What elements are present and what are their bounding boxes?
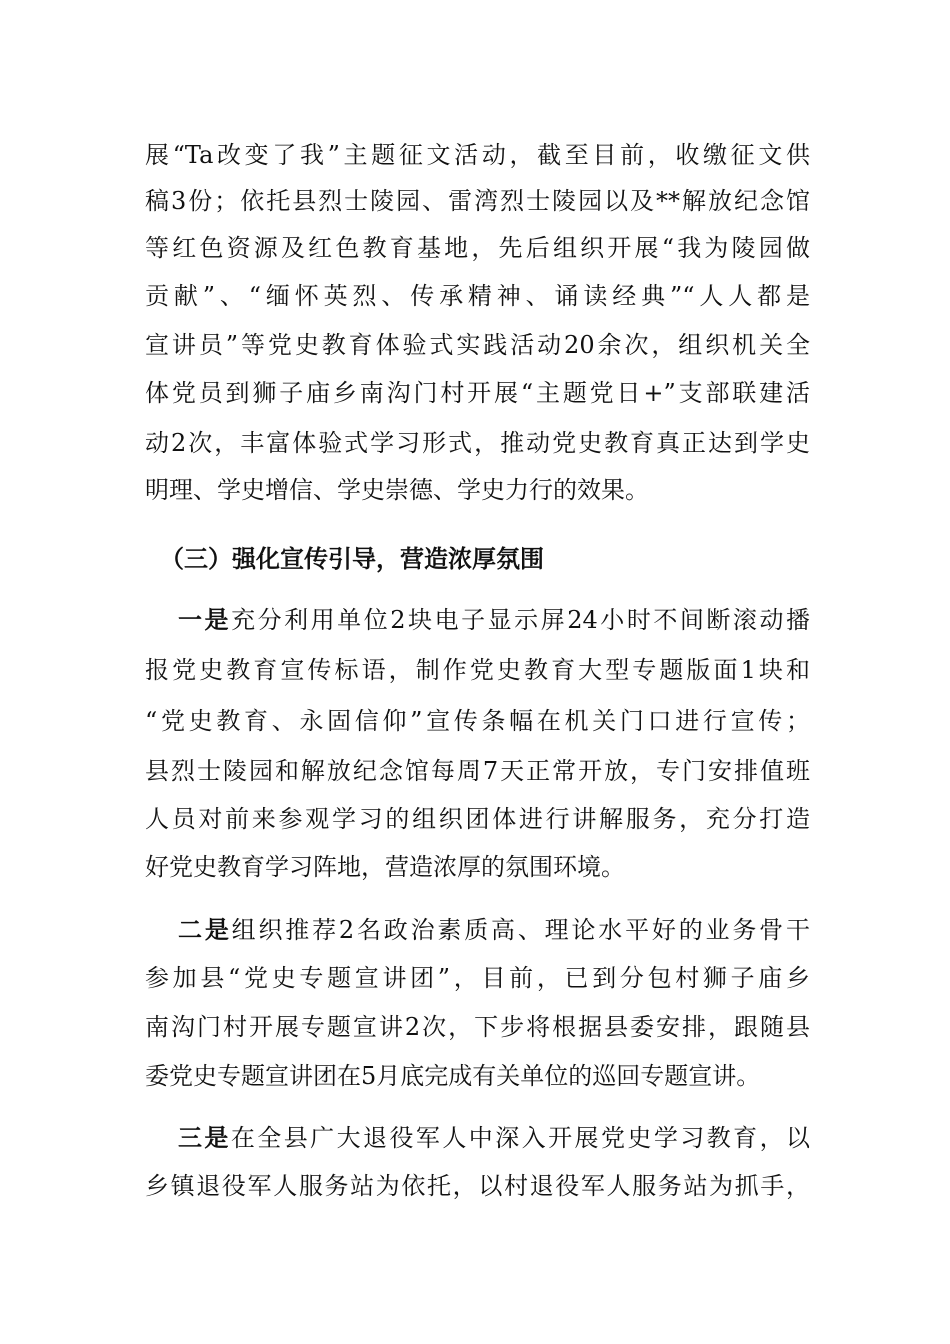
section-heading: （三）强化宣传引导，营造浓厚氛围	[160, 544, 544, 573]
text-line: 宣讲员”等党史教育体验式实践活动20余次，组织机关全	[145, 331, 810, 359]
text-line: 体党员到狮子庙乡南沟门村开展“主题党日+”支部联建活	[145, 379, 810, 407]
text-line: “党史教育、永固信仰”宣传条幅在机关门口进行宣传；	[145, 707, 810, 735]
text-line: 南沟门村开展专题宣讲2次，下步将根据县委安排，跟随县	[145, 1013, 810, 1041]
text-line: 人员对前来参观学习的组织团体进行讲解服务，充分打造	[145, 805, 810, 833]
text-line-first	[178, 915, 810, 945]
text-line: 委党史专题宣讲团在5月底完成有关单位的巡回专题宣讲。	[145, 1062, 761, 1090]
item-lead: 三是	[178, 1123, 231, 1152]
item-first-line-text: 在全县广大退役军人中深入开展党史学习教育，以	[230, 1124, 810, 1152]
item-first-line-text: 组织推荐2名政治素质高、理论水平好的业务骨干	[231, 916, 810, 944]
text-line: 明理、学史增信、学史崇德、学史力行的效果。	[145, 476, 649, 504]
text-line: 等红色资源及红色教育基地，先后组织开展“我为陵园做	[145, 234, 810, 262]
text-line: 好党史教育学习阵地，营造浓厚的氛围环境。	[145, 853, 625, 881]
text-line: 展“Ta改变了我”主题征文活动，截至目前，收缴征文供	[145, 141, 810, 169]
item-lead: 二是	[178, 915, 232, 944]
item-lead: 一是	[178, 605, 232, 634]
text-line-first	[178, 1123, 810, 1153]
text-line: 报党史教育宣传标语，制作党史教育大型专题版面1块和	[145, 656, 810, 684]
text-line: 参加县“党史专题宣讲团”，目前，已到分包村狮子庙乡	[145, 964, 810, 992]
text-line: 县烈士陵园和解放纪念馆每周7天正常开放，专门安排值班	[145, 757, 810, 785]
text-line: 乡镇退役军人服务站为依托，以村退役军人服务站为抓手，	[145, 1172, 810, 1200]
text-line: 贡献”、“缅怀英烈、传承精神、诵读经典”“人人都是	[145, 282, 810, 310]
item-first-line-text: 充分利用单位2块电子显示屏24小时不间断滚动播	[231, 606, 810, 634]
text-line: 动2次，丰富体验式学习形式，推动党史教育真正达到学史	[145, 429, 810, 457]
text-line-first	[178, 605, 810, 635]
text-line: 稿3份；依托县烈士陵园、雷湾烈士陵园以及**解放纪念馆	[145, 187, 810, 215]
